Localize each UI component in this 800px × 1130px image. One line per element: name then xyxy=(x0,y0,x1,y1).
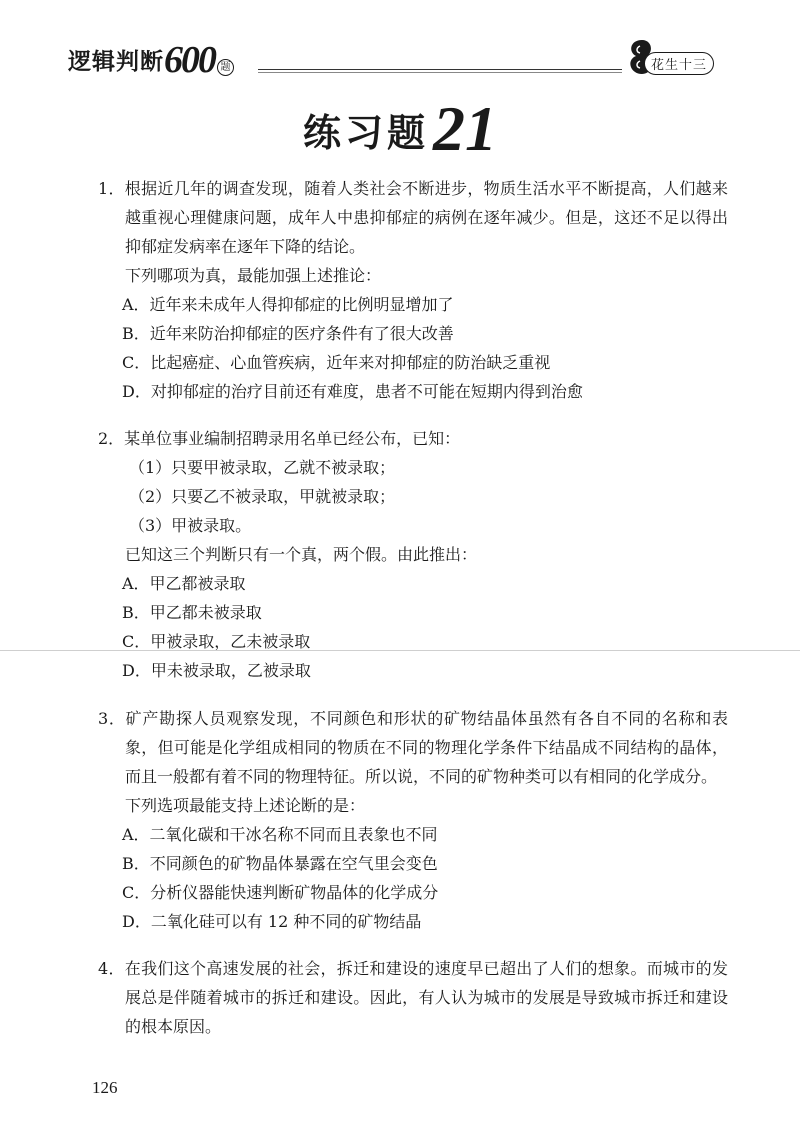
condition-1: （1）只要甲被录取，乙就不被录取； xyxy=(129,458,396,477)
option-b: B．不同颜色的矿物晶体暴露在空气里会变色 xyxy=(122,854,438,873)
book-title xyxy=(68,38,234,82)
page-title xyxy=(0,88,800,162)
option-c: C．甲被录取，乙未被录取 xyxy=(122,632,311,651)
option-a: A．甲乙都被录取 xyxy=(122,574,246,593)
question-stem: 2．某单位事业编制招聘录用名单已经公布，已知： xyxy=(98,429,461,448)
page-title-number: 21 xyxy=(433,93,497,164)
page-number: 126 xyxy=(92,1078,118,1097)
option-d: D．甲未被录取，乙被录取 xyxy=(122,661,311,680)
book-title-number: 600 xyxy=(164,39,215,81)
question-1 xyxy=(98,174,728,406)
author-logo xyxy=(622,40,740,76)
question-3 xyxy=(98,704,728,936)
option-d: D．对抑郁症的治疗目前还有难度，患者不可能在短期内得到治愈 xyxy=(122,382,583,401)
question-stem: 3．矿产勘探人员观察发现，不同颜色和形状的矿物结晶体虽然有各自不同的名称和表象，但可能是化学组成相同的物质在不同的物理化学条件下结晶成不同结构的晶体，而且一般都有着不同的物理特征。所以说，不同的矿物种类可以有相同的化学成分。 xyxy=(98,709,728,786)
option-a: A．二氧化碳和干冰名称不同而且表象也不同 xyxy=(122,825,438,844)
condition-3: （3）甲被录取。 xyxy=(129,516,252,535)
question-prompt: 已知这三个判断只有一个真，两个假。由此推出： xyxy=(125,545,478,564)
header-rule xyxy=(258,69,622,70)
option-c: C．比起癌症、心血管疾病，近年来对抑郁症的防治缺乏重视 xyxy=(122,353,551,372)
question-prompt: 下列哪项为真，最能加强上述推论： xyxy=(125,266,382,285)
book-title-text: 逻辑判断 xyxy=(68,49,164,75)
page-title-text: 练习题 xyxy=(302,111,429,155)
option-b: B．甲乙都未被录取 xyxy=(122,603,262,622)
question-prompt: 下列选项最能支持上述论断的是： xyxy=(125,796,366,815)
option-c: C．分析仪器能快速判断矿物晶体的化学成分 xyxy=(122,883,439,902)
page-fold-line xyxy=(0,650,800,651)
book-title-suffix: 题 xyxy=(217,59,234,76)
condition-2: （2）只要乙不被录取，甲就被录取； xyxy=(129,487,396,506)
header-rule-secondary xyxy=(258,72,622,73)
question-stem: 1．根据近几年的调查发现，随着人类社会不断进步，物质生活水平不断提高，人们越来越重视心理健康问题，成年人中患抑郁症的病例在逐年减少。但是，这还不足以得出抑郁症发病率在逐年下降的结论。 xyxy=(98,179,728,256)
running-header xyxy=(68,38,740,82)
option-b: B．近年来防治抑郁症的医疗条件有了很大改善 xyxy=(122,324,454,343)
question-2 xyxy=(98,424,728,685)
question-stem: 4．在我们这个高速发展的社会，拆迁和建设的速度早已超出了人们的想象。而城市的发展总是伴随着城市的拆迁和建设。因此，有人认为城市的发展是导致城市拆迁和建设的根本原因。 xyxy=(98,959,728,1036)
author-name: 花生十三 xyxy=(644,52,714,75)
option-a: A．近年来未成年人得抑郁症的比例明显增加了 xyxy=(122,295,454,314)
option-d: D．二氧化硅可以有 12 种不同的矿物结晶 xyxy=(122,912,422,931)
question-4 xyxy=(98,954,728,1041)
